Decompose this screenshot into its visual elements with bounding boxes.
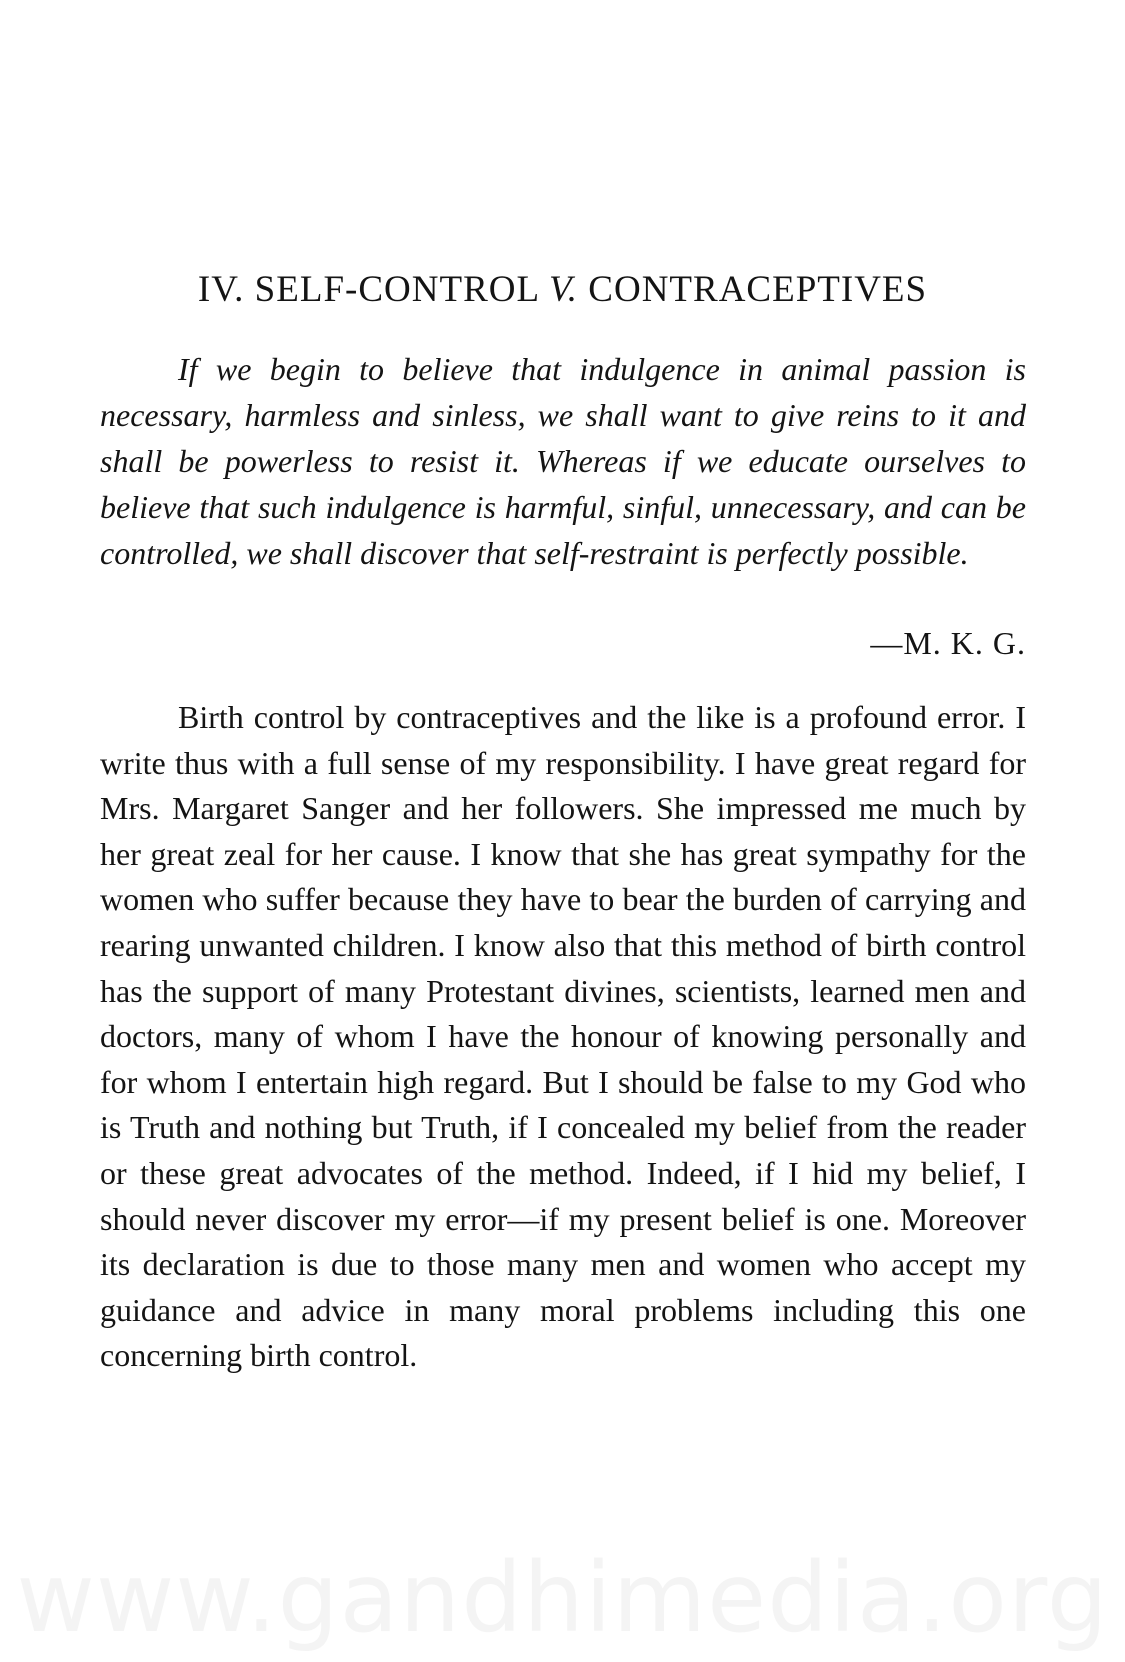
chapter-numeral: IV. bbox=[197, 269, 245, 310]
watermark bbox=[0, 1542, 1125, 1654]
chapter-title bbox=[0, 268, 1125, 311]
epigraph-quote: If we begin to believe that indulgence in animal passion is necessary, harmless and sinless, we shall want to give reins to it and shall be powerless to resist it. Whereas if we educate ourselves to believe that such indulgence is harmful, sinful, unnecessary, and can be controlled, we shall discover that self-restraint is perfectly possible. bbox=[100, 351, 1026, 571]
epigraph-attribution: —M. K. G. bbox=[870, 625, 1026, 661]
body-paragraph: Birth control by contraceptives and the like is a profound error. I write thus with a full sense of my responsibility. I have great regard for Mrs. Margaret Sanger and her followers. She impressed me much by her great zeal for her cause. I know that she has great sympathy for the women who suffer because they have to bear the burden of carrying and rearing unwanted children. I know also that this method of birth control has the support of many Protestant divines, scientists, learned men and doctors, many of whom I have the honour of knowing personally and for whom I entertain high regard. But I should be false to my God who is Truth and nothing but Truth, if I concealed my belief from the reader or these great advocates of the method. Indeed, if I hid my belief, I should never discover my error—if my present belief is one. Moreover its declaration is due to those many men and women who accept my guidance and advice in many moral problems including this one concerning birth control. bbox=[100, 699, 1026, 1374]
chapter-versus: V. bbox=[548, 269, 579, 310]
chapter-title-part1: SELF-CONTROL bbox=[254, 269, 539, 310]
chapter-title-part2: CONTRACEPTIVES bbox=[588, 269, 928, 310]
